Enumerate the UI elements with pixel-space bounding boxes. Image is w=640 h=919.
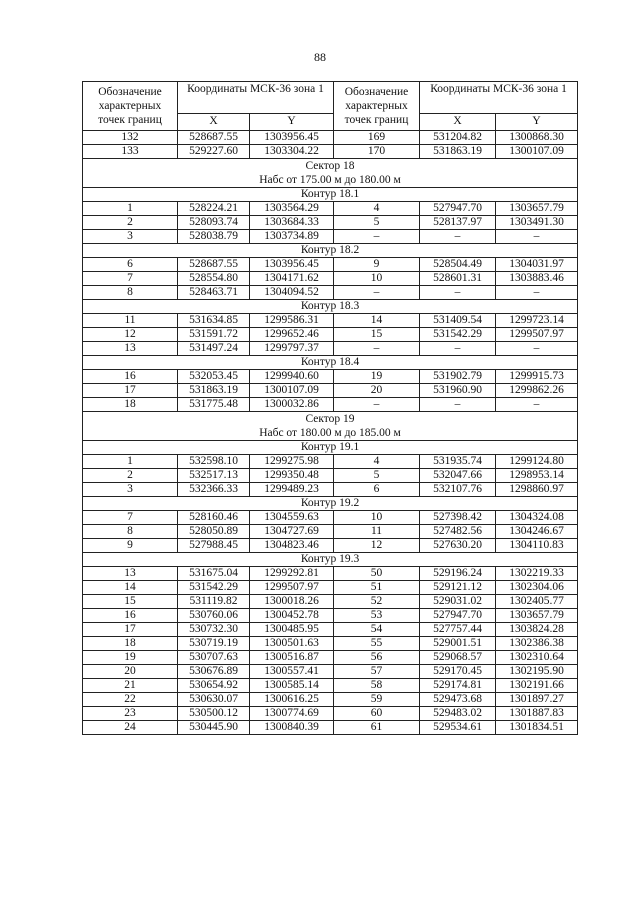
contour-title: Контур 18.3 bbox=[83, 300, 578, 314]
table-row bbox=[83, 469, 578, 483]
point-id: 24 bbox=[83, 721, 178, 735]
coord-y: 1299862.26 bbox=[496, 384, 578, 398]
point-id: 7 bbox=[83, 511, 178, 525]
point-id: 18 bbox=[83, 398, 178, 412]
coord-x: – bbox=[420, 342, 496, 356]
coord-y: 1300107.09 bbox=[496, 145, 578, 159]
coord-x: 529483.02 bbox=[420, 707, 496, 721]
coord-x: 528038.79 bbox=[178, 230, 250, 244]
coord-y: 1300107.09 bbox=[250, 384, 334, 398]
coord-x: 529031.02 bbox=[420, 595, 496, 609]
table-row bbox=[83, 314, 578, 328]
point-id: 18 bbox=[83, 637, 178, 651]
header-x: X bbox=[420, 113, 496, 130]
coord-x: 528601.31 bbox=[420, 272, 496, 286]
table-row bbox=[83, 483, 578, 497]
coord-y: 1301834.51 bbox=[496, 721, 578, 735]
point-id: – bbox=[334, 230, 420, 244]
coord-y: 1303824.28 bbox=[496, 623, 578, 637]
point-id: 3 bbox=[83, 483, 178, 497]
coord-y: 1304094.52 bbox=[250, 286, 334, 300]
coord-x: 529473.68 bbox=[420, 693, 496, 707]
coord-y: 1299507.97 bbox=[496, 328, 578, 342]
coord-x: 530500.12 bbox=[178, 707, 250, 721]
coord-x: 528050.89 bbox=[178, 525, 250, 539]
table-row bbox=[83, 539, 578, 553]
point-id: 15 bbox=[83, 595, 178, 609]
table-row bbox=[83, 665, 578, 679]
coord-x: 531863.19 bbox=[178, 384, 250, 398]
coord-x: 530732.30 bbox=[178, 623, 250, 637]
table-row bbox=[83, 623, 578, 637]
point-id: 23 bbox=[83, 707, 178, 721]
point-id: 6 bbox=[334, 483, 420, 497]
coord-y: 1304559.63 bbox=[250, 511, 334, 525]
point-id: 17 bbox=[83, 623, 178, 637]
coord-y: 1304324.08 bbox=[496, 511, 578, 525]
coord-x: 528554.80 bbox=[178, 272, 250, 286]
coord-x: 532598.10 bbox=[178, 455, 250, 469]
point-id: 8 bbox=[83, 286, 178, 300]
coord-x: – bbox=[420, 230, 496, 244]
coord-x: 531542.29 bbox=[420, 328, 496, 342]
coord-x: 529068.57 bbox=[420, 651, 496, 665]
coord-y: 1299915.73 bbox=[496, 370, 578, 384]
point-id: – bbox=[334, 398, 420, 412]
coord-y: – bbox=[496, 398, 578, 412]
table-row bbox=[83, 131, 578, 145]
coord-y: – bbox=[496, 342, 578, 356]
coord-x: – bbox=[420, 398, 496, 412]
point-id: 51 bbox=[334, 581, 420, 595]
sector-row bbox=[83, 159, 578, 188]
table-row bbox=[83, 145, 578, 159]
point-id: 20 bbox=[334, 384, 420, 398]
contour-row bbox=[83, 497, 578, 511]
point-id: 15 bbox=[334, 328, 420, 342]
coord-x: 529174.81 bbox=[420, 679, 496, 693]
contour-title: Контур 19.3 bbox=[83, 553, 578, 567]
coord-x: 532047.66 bbox=[420, 469, 496, 483]
coord-y: 1303956.45 bbox=[250, 131, 334, 145]
table-row bbox=[83, 637, 578, 651]
coord-y: 1299652.46 bbox=[250, 328, 334, 342]
coord-y: 1300516.87 bbox=[250, 651, 334, 665]
coord-x: 530445.90 bbox=[178, 721, 250, 735]
coord-x: 530760.06 bbox=[178, 609, 250, 623]
coord-y: 1301897.27 bbox=[496, 693, 578, 707]
sector-title: Сектор 19 bbox=[305, 413, 355, 425]
contour-title: Контур 18.4 bbox=[83, 356, 578, 370]
coord-y: 1302405.77 bbox=[496, 595, 578, 609]
sector-elevation: Набс от 175.00 м до 180.00 м bbox=[259, 174, 401, 186]
coord-x: 528137.97 bbox=[420, 216, 496, 230]
sector-cell bbox=[83, 159, 578, 188]
coord-y: 1299723.14 bbox=[496, 314, 578, 328]
table-row bbox=[83, 567, 578, 581]
coord-x: 529001.51 bbox=[420, 637, 496, 651]
point-id: 133 bbox=[83, 145, 178, 159]
coord-y: 1302304.06 bbox=[496, 581, 578, 595]
contour-row bbox=[83, 553, 578, 567]
table-row bbox=[83, 707, 578, 721]
coord-x: 531542.29 bbox=[178, 581, 250, 595]
coord-x: 531775.48 bbox=[178, 398, 250, 412]
point-id: 11 bbox=[334, 525, 420, 539]
coord-y: 1299292.81 bbox=[250, 567, 334, 581]
coord-y: 1303956.45 bbox=[250, 258, 334, 272]
coord-y: 1299350.48 bbox=[250, 469, 334, 483]
coord-y: 1299507.97 bbox=[250, 581, 334, 595]
header-point-designation: Обозначение характерных точек границ bbox=[334, 82, 420, 131]
coord-x: 527398.42 bbox=[420, 511, 496, 525]
coord-y: 1300557.41 bbox=[250, 665, 334, 679]
point-id: 7 bbox=[83, 272, 178, 286]
coord-y: 1300840.39 bbox=[250, 721, 334, 735]
point-id: 9 bbox=[334, 258, 420, 272]
point-id: 3 bbox=[83, 230, 178, 244]
point-id: 19 bbox=[83, 651, 178, 665]
point-id: 12 bbox=[83, 328, 178, 342]
point-id: 55 bbox=[334, 637, 420, 651]
coord-x: 528687.55 bbox=[178, 131, 250, 145]
table-row bbox=[83, 202, 578, 216]
contour-row bbox=[83, 441, 578, 455]
point-id: 54 bbox=[334, 623, 420, 637]
coord-x: 531409.54 bbox=[420, 314, 496, 328]
contour-row bbox=[83, 356, 578, 370]
header-coord-system: Координаты МСК-36 зона 1 bbox=[420, 82, 578, 114]
point-id: 16 bbox=[83, 609, 178, 623]
coord-y: 1300868.30 bbox=[496, 131, 578, 145]
coord-y: 1303657.79 bbox=[496, 202, 578, 216]
coord-y: 1303883.46 bbox=[496, 272, 578, 286]
point-id: 14 bbox=[334, 314, 420, 328]
coord-x: 531119.82 bbox=[178, 595, 250, 609]
coord-x: – bbox=[420, 286, 496, 300]
point-id: 170 bbox=[334, 145, 420, 159]
header-point-designation: Обозначение характерных точек границ bbox=[83, 82, 178, 131]
table-body bbox=[83, 131, 578, 735]
table-row bbox=[83, 525, 578, 539]
coord-y: 1300452.78 bbox=[250, 609, 334, 623]
table-row bbox=[83, 609, 578, 623]
point-id: 5 bbox=[334, 216, 420, 230]
coord-x: 528504.49 bbox=[420, 258, 496, 272]
coord-y: 1304031.97 bbox=[496, 258, 578, 272]
point-id: 50 bbox=[334, 567, 420, 581]
sector-cell bbox=[83, 412, 578, 441]
coord-x: 531497.24 bbox=[178, 342, 250, 356]
table-row bbox=[83, 455, 578, 469]
coord-y: 1304727.69 bbox=[250, 525, 334, 539]
coord-x: 528093.74 bbox=[178, 216, 250, 230]
coord-x: 529227.60 bbox=[178, 145, 250, 159]
coord-y: 1303491.30 bbox=[496, 216, 578, 230]
point-id: 13 bbox=[83, 567, 178, 581]
coord-y: 1302195.90 bbox=[496, 665, 578, 679]
table-row bbox=[83, 581, 578, 595]
coord-x: 529196.24 bbox=[420, 567, 496, 581]
coord-y: 1303304.22 bbox=[250, 145, 334, 159]
point-id: 13 bbox=[83, 342, 178, 356]
coord-y: 1300501.63 bbox=[250, 637, 334, 651]
header-coord-system: Координаты МСК-36 зона 1 bbox=[178, 82, 334, 114]
table-row bbox=[83, 286, 578, 300]
table-row bbox=[83, 398, 578, 412]
header-x: X bbox=[178, 113, 250, 130]
coord-y: 1303734.89 bbox=[250, 230, 334, 244]
coord-y: 1302219.33 bbox=[496, 567, 578, 581]
coord-y: 1304110.83 bbox=[496, 539, 578, 553]
point-id: 17 bbox=[83, 384, 178, 398]
coord-x: 528687.55 bbox=[178, 258, 250, 272]
coord-y: – bbox=[496, 230, 578, 244]
coord-x: 528224.21 bbox=[178, 202, 250, 216]
coord-y: 1303657.79 bbox=[496, 609, 578, 623]
point-id: 16 bbox=[83, 370, 178, 384]
coord-y: 1300018.26 bbox=[250, 595, 334, 609]
table-row bbox=[83, 679, 578, 693]
contour-title: Контур 18.2 bbox=[83, 244, 578, 258]
contour-title: Контур 19.1 bbox=[83, 441, 578, 455]
coord-y: 1302191.66 bbox=[496, 679, 578, 693]
coord-y: 1299940.60 bbox=[250, 370, 334, 384]
coord-y: 1302386.38 bbox=[496, 637, 578, 651]
coord-y: – bbox=[496, 286, 578, 300]
table-row bbox=[83, 258, 578, 272]
table-row bbox=[83, 511, 578, 525]
coord-x: 531204.82 bbox=[420, 131, 496, 145]
point-id: 60 bbox=[334, 707, 420, 721]
coord-y: 1299124.80 bbox=[496, 455, 578, 469]
coord-x: 532366.33 bbox=[178, 483, 250, 497]
table-row bbox=[83, 328, 578, 342]
coord-x: 531863.19 bbox=[420, 145, 496, 159]
point-id: 1 bbox=[83, 455, 178, 469]
coord-y: 1300774.69 bbox=[250, 707, 334, 721]
table-row bbox=[83, 216, 578, 230]
contour-row bbox=[83, 244, 578, 258]
point-id: 52 bbox=[334, 595, 420, 609]
sector-elevation: Набс от 180.00 м до 185.00 м bbox=[259, 427, 401, 439]
point-id: 2 bbox=[83, 469, 178, 483]
point-id: 2 bbox=[83, 216, 178, 230]
coord-x: 530676.89 bbox=[178, 665, 250, 679]
coord-x: 531960.90 bbox=[420, 384, 496, 398]
table-row bbox=[83, 595, 578, 609]
coord-x: 527482.56 bbox=[420, 525, 496, 539]
table-header bbox=[83, 82, 578, 131]
point-id: 4 bbox=[334, 455, 420, 469]
point-id: 10 bbox=[334, 272, 420, 286]
coord-x: 527947.70 bbox=[420, 202, 496, 216]
coord-x: 531634.85 bbox=[178, 314, 250, 328]
coord-y: 1299489.23 bbox=[250, 483, 334, 497]
coord-x: 527947.70 bbox=[420, 609, 496, 623]
header-y: Y bbox=[496, 113, 578, 130]
contour-title: Контур 19.2 bbox=[83, 497, 578, 511]
coord-y: 1304171.62 bbox=[250, 272, 334, 286]
coord-x: 531935.74 bbox=[420, 455, 496, 469]
coord-y: 1299586.31 bbox=[250, 314, 334, 328]
coord-y: 1301887.83 bbox=[496, 707, 578, 721]
contour-row bbox=[83, 188, 578, 202]
point-id: 14 bbox=[83, 581, 178, 595]
sector-row bbox=[83, 412, 578, 441]
table-row bbox=[83, 230, 578, 244]
coordinates-table bbox=[82, 81, 578, 735]
point-id: 6 bbox=[83, 258, 178, 272]
coord-x: 528160.46 bbox=[178, 511, 250, 525]
point-id: 4 bbox=[334, 202, 420, 216]
coord-x: 532053.45 bbox=[178, 370, 250, 384]
coord-y: 1300616.25 bbox=[250, 693, 334, 707]
point-id: 22 bbox=[83, 693, 178, 707]
point-id: 53 bbox=[334, 609, 420, 623]
coord-x: 529534.61 bbox=[420, 721, 496, 735]
coord-y: 1300585.14 bbox=[250, 679, 334, 693]
coord-x: 527757.44 bbox=[420, 623, 496, 637]
coord-x: 531902.79 bbox=[420, 370, 496, 384]
coord-x: 527630.20 bbox=[420, 539, 496, 553]
coord-y: 1299275.98 bbox=[250, 455, 334, 469]
coord-y: 1304823.46 bbox=[250, 539, 334, 553]
coord-y: 1303564.29 bbox=[250, 202, 334, 216]
point-id: – bbox=[334, 286, 420, 300]
coord-x: 530719.19 bbox=[178, 637, 250, 651]
coord-y: 1303684.33 bbox=[250, 216, 334, 230]
point-id: 9 bbox=[83, 539, 178, 553]
coord-x: 529170.45 bbox=[420, 665, 496, 679]
point-id: 12 bbox=[334, 539, 420, 553]
table-row bbox=[83, 651, 578, 665]
point-id: 20 bbox=[83, 665, 178, 679]
point-id: 59 bbox=[334, 693, 420, 707]
coord-x: 530707.63 bbox=[178, 651, 250, 665]
point-id: 10 bbox=[334, 511, 420, 525]
coord-y: 1298860.97 bbox=[496, 483, 578, 497]
coord-x: 530654.92 bbox=[178, 679, 250, 693]
point-id: 5 bbox=[334, 469, 420, 483]
table-row bbox=[83, 272, 578, 286]
table-row bbox=[83, 384, 578, 398]
point-id: – bbox=[334, 342, 420, 356]
table-row bbox=[83, 370, 578, 384]
point-id: 61 bbox=[334, 721, 420, 735]
header-y: Y bbox=[250, 113, 334, 130]
coord-x: 528463.71 bbox=[178, 286, 250, 300]
sector-title: Сектор 18 bbox=[305, 160, 355, 172]
coord-x: 531675.04 bbox=[178, 567, 250, 581]
coord-y: 1302310.64 bbox=[496, 651, 578, 665]
point-id: 56 bbox=[334, 651, 420, 665]
coord-y: 1299797.37 bbox=[250, 342, 334, 356]
coord-x: 532517.13 bbox=[178, 469, 250, 483]
coord-x: 532107.76 bbox=[420, 483, 496, 497]
point-id: 19 bbox=[334, 370, 420, 384]
point-id: 132 bbox=[83, 131, 178, 145]
point-id: 21 bbox=[83, 679, 178, 693]
coord-x: 530630.07 bbox=[178, 693, 250, 707]
table-row bbox=[83, 342, 578, 356]
contour-row bbox=[83, 300, 578, 314]
coord-x: 531591.72 bbox=[178, 328, 250, 342]
point-id: 11 bbox=[83, 314, 178, 328]
point-id: 1 bbox=[83, 202, 178, 216]
point-id: 57 bbox=[334, 665, 420, 679]
contour-title: Контур 18.1 bbox=[83, 188, 578, 202]
coord-y: 1300032.86 bbox=[250, 398, 334, 412]
point-id: 58 bbox=[334, 679, 420, 693]
table-row bbox=[83, 721, 578, 735]
table-row bbox=[83, 693, 578, 707]
page-number: 88 bbox=[314, 50, 326, 64]
coord-y: 1304246.67 bbox=[496, 525, 578, 539]
coord-y: 1300485.95 bbox=[250, 623, 334, 637]
coord-x: 529121.12 bbox=[420, 581, 496, 595]
coord-x: 527988.45 bbox=[178, 539, 250, 553]
point-id: 8 bbox=[83, 525, 178, 539]
point-id: 169 bbox=[334, 131, 420, 145]
coord-y: 1298953.14 bbox=[496, 469, 578, 483]
